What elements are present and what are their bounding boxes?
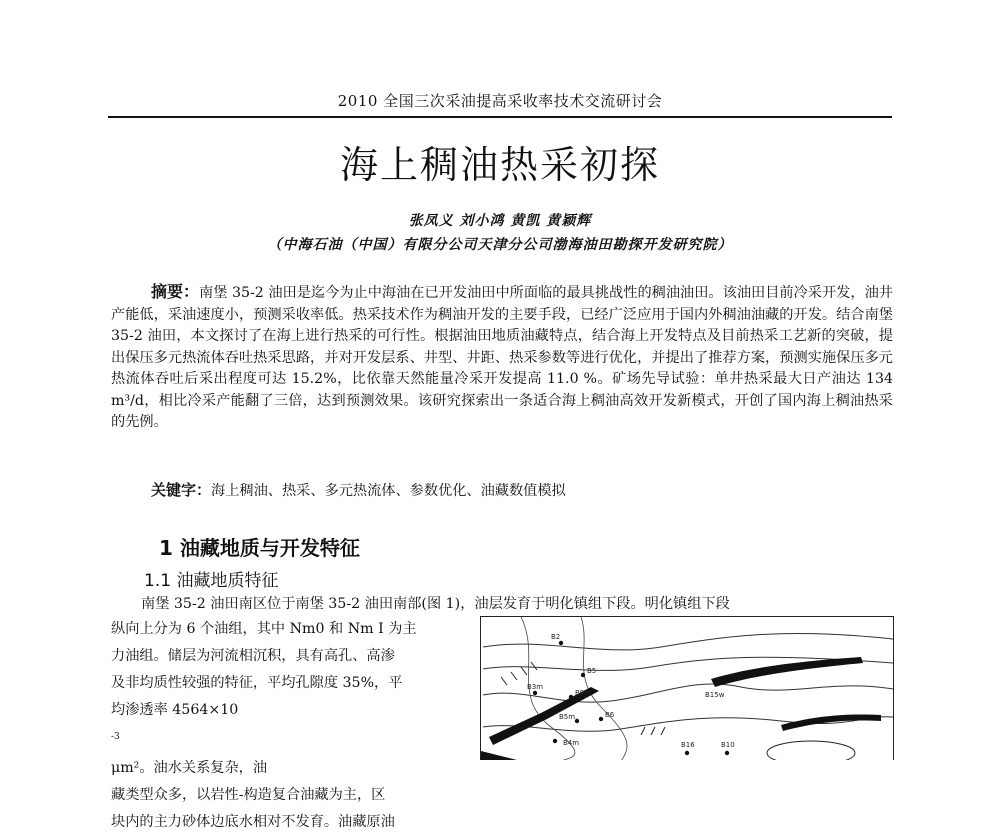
well-label: B15w bbox=[705, 691, 725, 699]
well-dot bbox=[685, 751, 689, 755]
well-label: B4m bbox=[563, 739, 580, 747]
body-line bbox=[111, 697, 465, 782]
structure-map-svg bbox=[481, 617, 894, 760]
author-list: 张凤义 刘小鸿 黄凯 黄颖辉 bbox=[408, 213, 592, 229]
well-label: B5m bbox=[559, 713, 576, 721]
well-dot bbox=[725, 751, 729, 755]
contour-line bbox=[483, 684, 893, 702]
well-label: B2 bbox=[551, 633, 561, 641]
header-rule bbox=[108, 116, 892, 118]
subsection-heading: 1.1 油藏地质特征 bbox=[144, 571, 279, 591]
contour-line bbox=[483, 634, 893, 650]
well-dot bbox=[599, 717, 603, 721]
well-label: B3m bbox=[527, 683, 544, 691]
abstract-label: 摘要： bbox=[151, 282, 200, 301]
figure-1-map bbox=[480, 616, 894, 760]
fault-polygon bbox=[481, 751, 521, 760]
permeability-exponent: -3 bbox=[111, 732, 120, 742]
keywords-label: 关键字： bbox=[151, 481, 212, 499]
well-dot bbox=[581, 673, 585, 677]
abstract-text: 南堡 35-2 油田是迄今为止中海油在已开发油田中所面临的最具挑战性的稠油油田。该油田目前冷采开发，油井产能低，采油速度小，预测采收率低。热采技术作为稠油开发的主要手段，已经广泛应用于国内外稠油油藏的开发。结合南堡 35-2 油田，本文探讨了在海上进行热采的可行性。根据油田地质油藏特点，结合海上开发特点及目前热采工艺新的突破，提出保压多元热流体吞吐热采思路，并对开发层系、井型、井距、热采参数等进行优化，并提出了推荐方案，预测实施保压多元热流体吞吐后采出程度可达 15.2%，比依靠天然能量冷采开发提高 11.0 %。矿场先导试验：单井热采最大日产油达 134 m³/d，相比冷采产能翻了三倍，达到预测效果。该研究探索出一条适合海上稠油高效开发新模式，开创了国内海上稠油热采的先例。 bbox=[111, 285, 893, 430]
well-label: B16 bbox=[681, 741, 695, 749]
body-line: 及非均质性较强的特征，平均孔隙度 35%，平 bbox=[111, 675, 403, 691]
reservoir-outline bbox=[767, 741, 855, 760]
conference-header: 2010 全国三次采油提高采收率技术交流研讨会 bbox=[337, 92, 663, 110]
body-line: 力油组。储层为河流相沉积，具有高孔、高渗 bbox=[111, 648, 395, 664]
body-line: 藏类型众多，以岩性-构造复合油藏为主，区 bbox=[111, 786, 386, 803]
body-paragraph-column bbox=[111, 616, 465, 836]
body-line: 块内的主力砂体边底水相对不发育。油藏原油 bbox=[111, 813, 395, 830]
permeability-unit-text: μm²。油水关系复杂，油 bbox=[111, 759, 268, 776]
keywords bbox=[151, 480, 893, 502]
fault-hatch bbox=[501, 662, 537, 685]
permeability-value: 均渗透率 4564×10 bbox=[111, 702, 239, 718]
well-dot bbox=[575, 719, 579, 723]
fault-polygon bbox=[711, 657, 863, 687]
well-dot bbox=[569, 695, 573, 699]
well-dot bbox=[559, 641, 563, 645]
well-label: B5 bbox=[587, 667, 597, 675]
author-affiliation: （中海石油（中国）有限分公司天津分公司渤海油田勘探开发研究院） bbox=[267, 237, 733, 253]
keywords-text: 海上稠油、热采、多元热流体、参数优化、油藏数值模拟 bbox=[211, 483, 566, 499]
well-label: B10 bbox=[721, 741, 735, 749]
abstract bbox=[111, 281, 893, 434]
body-line: 纵向上分为 6 个油组，其中 Nm0 和 Nm I 为主 bbox=[111, 621, 417, 637]
well-label: B6 bbox=[605, 711, 615, 719]
fault-hatch bbox=[641, 727, 665, 735]
well-label: B9m bbox=[575, 689, 592, 697]
well-dot bbox=[553, 739, 557, 743]
body-paragraph-first-line: 南堡 35-2 油田南区位于南堡 35-2 油田南部(图 1)，油层发育于明化镇组下段。明化镇组下段 bbox=[141, 596, 730, 612]
well-dot bbox=[533, 691, 537, 695]
paper-title: 海上稠油热采初探 bbox=[339, 143, 660, 187]
section-heading: 1 油藏地质与开发特征 bbox=[159, 536, 360, 560]
